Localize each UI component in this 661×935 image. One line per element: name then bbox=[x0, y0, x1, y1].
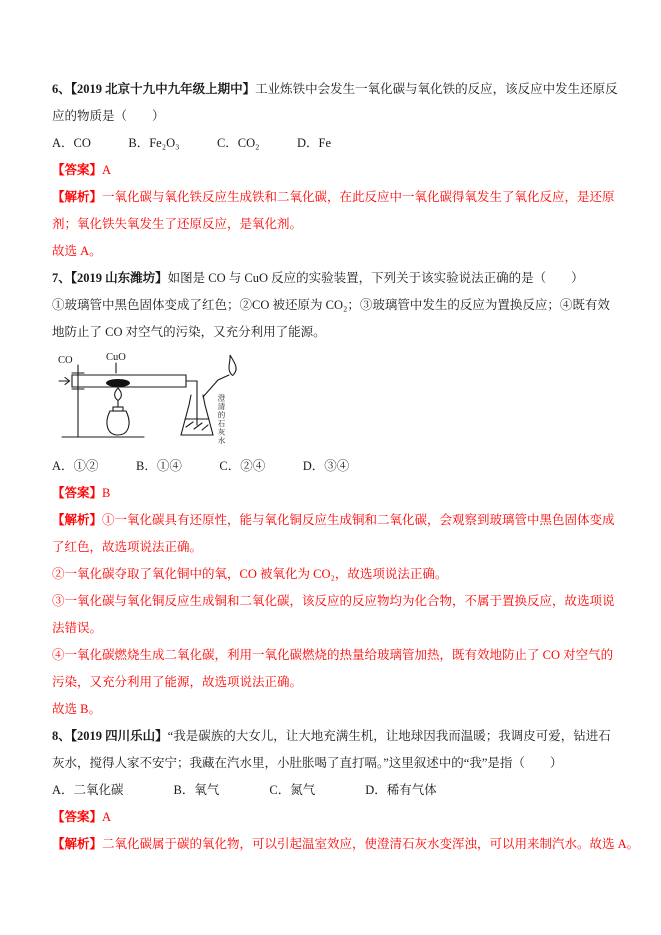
q8-analysis bbox=[52, 831, 640, 858]
q7-source: 【2019 山东潍坊】 bbox=[70, 271, 168, 285]
cuo-label: CuO bbox=[106, 352, 126, 363]
q6-answer-value: A bbox=[102, 163, 112, 177]
q7-analysis-1-text: ①一氧化碳具有还原性，能与氧化铜反应生成铜和二氧化碳，会观察到玻璃管中黑色固体变成了红色，故选项说法正确。 bbox=[52, 513, 615, 554]
q7-analysis-2: ②一氧化碳夺取了氧化铜中的氧，CO 被氧化为 CO₂，故选项说法正确。 bbox=[52, 567, 448, 581]
apparatus-svg bbox=[56, 347, 286, 451]
q6-number: 6、 bbox=[52, 82, 71, 96]
q6-analysis-label: 【解析】 bbox=[52, 190, 103, 204]
q8-answer bbox=[52, 804, 622, 831]
apparatus-diagram bbox=[56, 347, 286, 451]
q7-number: 7、 bbox=[52, 271, 71, 285]
question-8 bbox=[52, 723, 640, 858]
question-6 bbox=[52, 76, 622, 265]
q7-analysis-1 bbox=[52, 507, 622, 561]
q8-number: 8、 bbox=[52, 729, 71, 743]
black-solid-cuo bbox=[106, 379, 130, 387]
q7-answer-value: B bbox=[102, 486, 111, 500]
lamp-body bbox=[107, 411, 129, 435]
q7-analysis-4: ④一氧化碳燃烧生成二氧化碳，利用一氧化碳燃烧的热量给玻璃管加热，既有效地防止了 CO 对空气的污染，又充分利用了能源，故选项说法正确。 bbox=[52, 648, 614, 689]
liquid-hatch-2 bbox=[194, 423, 202, 429]
q6-answer-label: 【答案】 bbox=[52, 163, 103, 177]
q8-stem bbox=[52, 723, 622, 777]
q6-answer bbox=[52, 157, 622, 184]
q6-analysis bbox=[52, 184, 622, 238]
q6-options: A．CO B．Fe₂O₃ C．CO₂ D．Fe bbox=[52, 136, 332, 150]
q8-source: 【2019 四川乐山】 bbox=[70, 729, 168, 743]
q8-analysis-label: 【解析】 bbox=[52, 837, 103, 851]
q8-answer-label: 【答案】 bbox=[52, 810, 103, 824]
q7-analysis-3: ③一氧化碳与氧化铜反应生成铜和二氧化碳，该反应的反应物均为化合物，不属于置换反应，故选项说法错误。 bbox=[52, 594, 615, 635]
co-gas-label: CO bbox=[58, 355, 73, 366]
q6-conclusion: 故选 A。 bbox=[52, 244, 102, 258]
q7-answer-label: 【答案】 bbox=[52, 486, 103, 500]
q6-stem bbox=[52, 76, 622, 130]
liquid-hatch-3 bbox=[202, 425, 208, 430]
q8-stem-text: “我是碳族的大女儿，让大地充满生机，让地球因我而温暖；我调皮可爱，钻进石灰水，搅得人家不安宁；我藏在汽水里，小肚胀喝了直打嗝。”这里叙述中的“我”是指（ ） bbox=[52, 729, 611, 770]
apparatus-lines bbox=[59, 355, 236, 437]
delivery-tube bbox=[186, 381, 197, 425]
q8-answer-value: A bbox=[102, 810, 112, 824]
q6-stem-text: 工业炼铁中会发生一氧化碳与氧化铁的反应，该反应中发生还原反应的物质是（ ） bbox=[52, 82, 618, 123]
liquid-hatch-1 bbox=[186, 422, 193, 427]
q7-answer bbox=[52, 480, 622, 507]
q7-items: ①玻璃管中黑色固体变成了红色；②CO 被还原为 CO₂；③玻璃管中发生的反应为置换反应；④既有效地防止了 CO 对空气的污染，又充分利用了能源。 bbox=[52, 298, 610, 339]
q7-analysis-label: 【解析】 bbox=[52, 513, 103, 527]
q7-stem-text: 如图是 CO 与 CuO 反应的实验装置，下列关于该实验说法正确的是（ ） bbox=[167, 271, 584, 285]
q7-options: A．①② B．①④ C．②④ D．③④ bbox=[52, 459, 350, 473]
q7-stem bbox=[52, 265, 622, 292]
lamp-neck bbox=[113, 407, 123, 411]
q7-conclusion: 故选 B。 bbox=[52, 702, 101, 716]
q8-options: A．二氧化碳 B．氧气 C．氮气 D．稀有气体 bbox=[52, 783, 437, 797]
lamp-flame-icon bbox=[115, 388, 122, 401]
limewater-label: 澄清的石灰水 bbox=[217, 394, 226, 445]
tail-flame-icon bbox=[229, 355, 236, 375]
q6-source: 【2019 北京十九中九年级上期中】 bbox=[70, 82, 256, 96]
q8-analysis-text: 二氧化碳属于碳的氧化物，可以引起温室效应，使澄清石灰水变浑浊，可以用来制汽水。故选 A。 bbox=[102, 837, 640, 851]
q6-analysis-text: 一氧化碳与氧化铁反应生成铁和二氧化碳，在此反应中一氧化碳得氧发生了氧化反应，是还原剂；氧化铁失氧发生了还原反应，是氧化剂。 bbox=[52, 190, 615, 231]
question-7 bbox=[52, 265, 622, 723]
